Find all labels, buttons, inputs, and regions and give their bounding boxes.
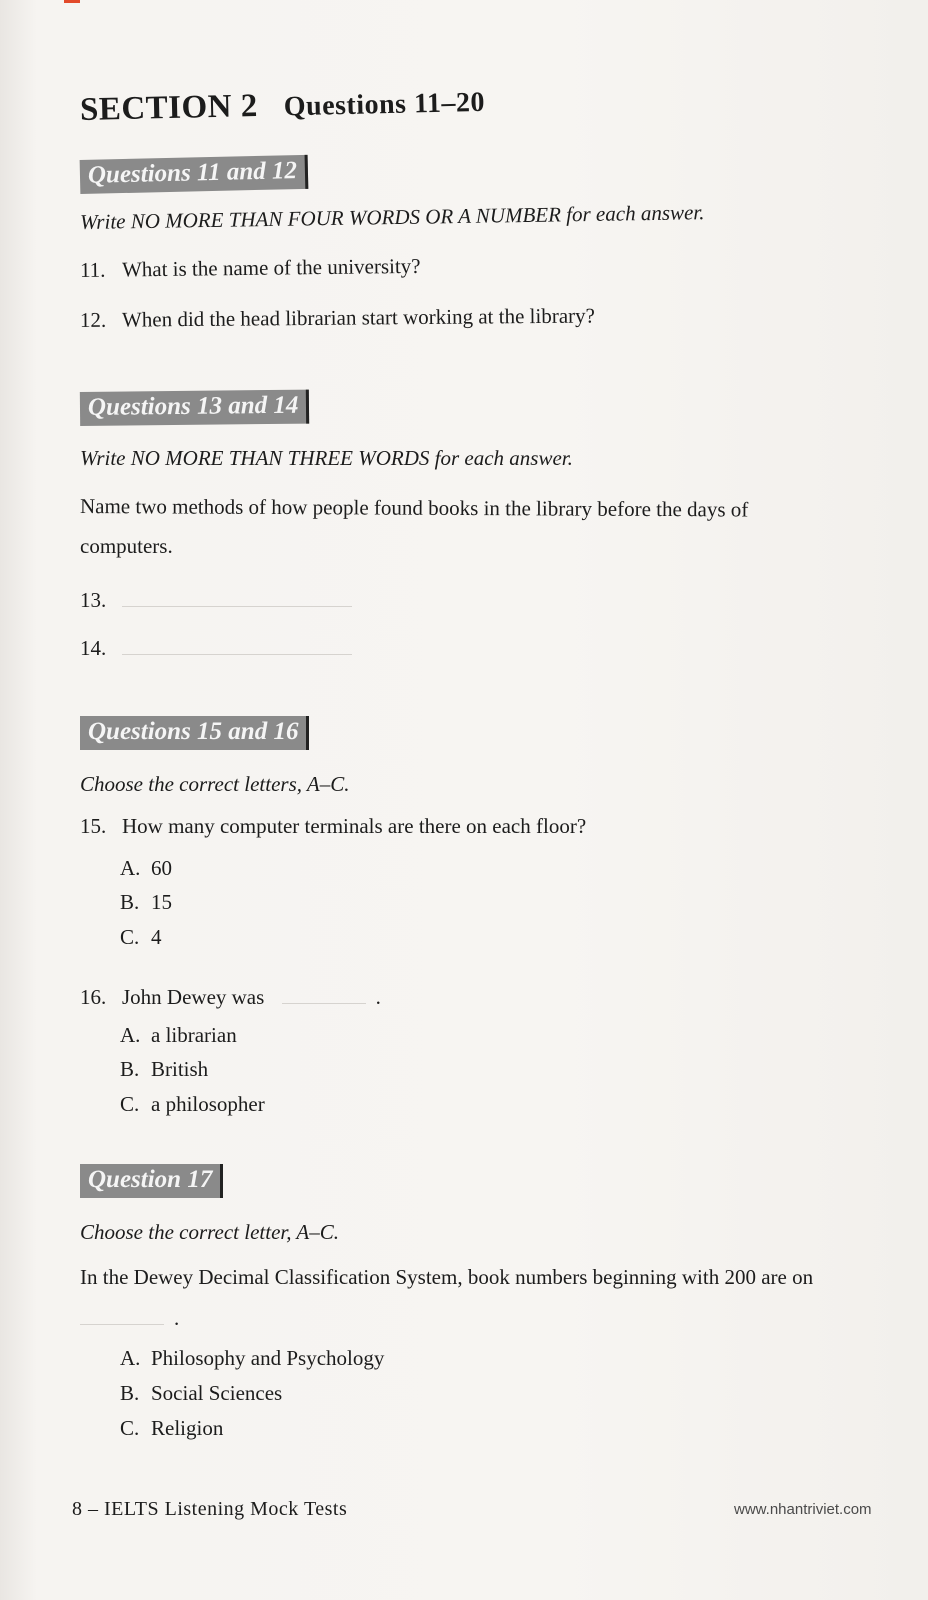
option-text: British [151, 1057, 209, 1081]
question-number: 14. [80, 636, 107, 660]
question-16 [80, 985, 381, 1010]
group-header-11-12: Questions 11 and 12 [80, 155, 309, 194]
instruction-13-14: Write NO MORE THAN THREE WORDS for each answer. [80, 446, 573, 470]
question-text: John Dewey was [122, 985, 265, 1009]
option-15-a [120, 856, 172, 881]
option-text: Philosophy and Psychology [151, 1346, 385, 1370]
option-letter: B. [120, 890, 140, 914]
question-text: What is the name of the university? [121, 253, 421, 282]
page-edge-mark [64, 0, 80, 3]
option-15-b [120, 890, 172, 915]
answer-blank [80, 1323, 164, 1325]
sentence-end: . [375, 985, 381, 1009]
option-letter: B. [120, 1381, 140, 1405]
question-text: How many computer terminals are there on each floor? [122, 814, 587, 838]
answer-blank [122, 605, 352, 607]
question-number: 15. [80, 814, 107, 838]
option-text: 60 [151, 856, 172, 880]
option-text: 15 [151, 890, 172, 914]
question-number: 11. [79, 257, 106, 282]
option-17-c [120, 1416, 223, 1441]
option-text: Social Sciences [151, 1381, 283, 1405]
option-17-a [120, 1346, 384, 1371]
question-14 [80, 636, 352, 661]
option-17-b [120, 1381, 282, 1406]
prompt-17: In the Dewey Decimal Classification System, book numbers beginning with 200 are on [80, 1265, 814, 1289]
question-15 [80, 814, 586, 839]
prompt-13-14-line2: computers. [80, 534, 173, 558]
sentence-end: . [174, 1306, 180, 1330]
instruction-11-12: Write NO MORE THAN FOUR WORDS OR A NUMBER for each answer. [79, 200, 705, 234]
group-header-17: Question 17 [80, 1164, 223, 1198]
option-letter: A. [120, 1023, 141, 1047]
publisher-url: www.nhantriviet.com [734, 1501, 872, 1518]
option-letter: C. [120, 1092, 140, 1116]
prompt-13-14-line1: Name two methods of how people found books in the library before the days of [79, 494, 749, 522]
option-text: a philosopher [151, 1092, 265, 1116]
option-16-a [120, 1023, 237, 1048]
option-letter: A. [120, 856, 141, 880]
option-16-c [120, 1092, 265, 1117]
section-range: Questions 11–20 [283, 86, 486, 123]
question-11 [80, 254, 421, 283]
question-number: 12. [79, 307, 107, 332]
option-letter: A. [120, 1346, 141, 1370]
option-15-c [120, 925, 162, 950]
question-text: When did the head librarian start working at the library? [121, 303, 596, 332]
question-number: 16. [80, 985, 107, 1009]
option-letter: C. [120, 1416, 140, 1440]
question-12 [80, 304, 595, 333]
question-13 [80, 588, 352, 613]
answer-blank [282, 1002, 366, 1004]
section-title: SECTION 2 [79, 87, 259, 128]
group-header-13-14: Questions 13 and 14 [80, 390, 310, 426]
instruction-15-16: Choose the correct letters, A–C. [80, 772, 350, 796]
prompt-17-continuation [80, 1306, 179, 1331]
option-text: a librarian [151, 1023, 237, 1047]
option-16-b [120, 1057, 208, 1082]
group-header-15-16: Questions 15 and 16 [80, 716, 309, 750]
question-number: 13. [80, 588, 107, 612]
page-footer-title: 8 – IELTS Listening Mock Tests [72, 1498, 348, 1520]
option-letter: C. [120, 925, 140, 949]
answer-blank [122, 653, 352, 655]
option-text: 4 [151, 925, 162, 949]
section-heading [80, 83, 486, 129]
instruction-17: Choose the correct letter, A–C. [80, 1220, 339, 1244]
option-text: Religion [151, 1416, 224, 1440]
option-letter: B. [120, 1057, 140, 1081]
